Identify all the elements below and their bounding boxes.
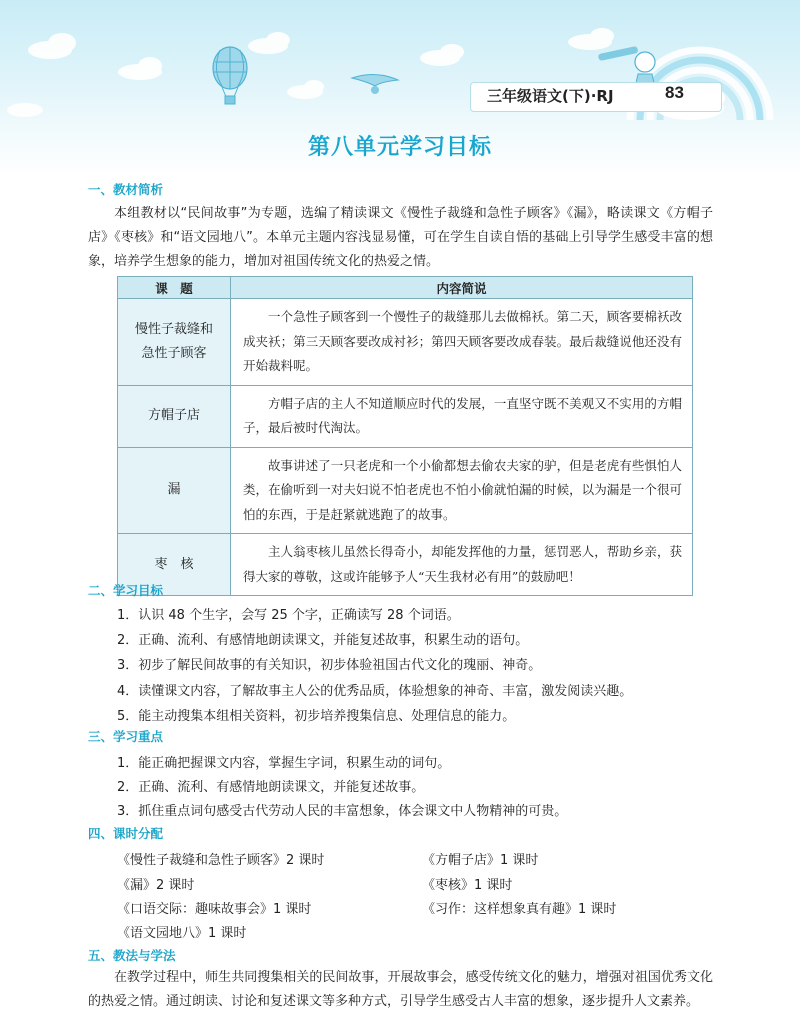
table-cell-summary: 一个急性子顾客到一个慢性子的裁缝那儿去做棉袄。第二天，顾客要棉袄改成夹袄；第三天顾客要改成衬衫；第四天顾客要改成春装。最后裁缝说他还没有开始裁料呢。 (231, 299, 693, 386)
list-item: 1．能正确把握课文内容，掌握生字词，积累生动的词句。 (117, 756, 451, 771)
section-heading-key-points: 三、学习重点 (88, 729, 164, 744)
list-item: 1．认识 48 个生字，会写 25 个字，正确读写 28 个词语。 (117, 608, 460, 623)
table-cell-topic (118, 299, 231, 386)
table-row (118, 385, 693, 447)
list-item: 3．初步了解民间故事的有关知识，初步体验祖国古代文化的瑰丽、神奇。 (117, 658, 542, 673)
table-header-topic: 课 题 (118, 277, 231, 299)
methods-paragraph: 在教学过程中，师生共同搜集相关的民间故事，开展故事会，感受传统文化的魅力，增强对祖国优秀文化的热爱之情。通过朗读、讨论和复述课文等多种方式，引导学生感受古人丰富的想象，逐步提升人文素养。 (88, 970, 713, 1009)
section-heading-methods: 五、教法与学法 (88, 948, 176, 963)
table-row (118, 299, 693, 386)
list-item: 2．正确、流利、有感情地朗读课文，并能复述故事。 (117, 780, 425, 795)
section-heading-textbook-analysis: 一、教材简析 (88, 182, 164, 197)
grade-label: 三年级语文(下)·RJ (487, 87, 614, 105)
section-heading-class-hours: 四、课时分配 (88, 826, 164, 841)
table-header-summary: 内容简说 (231, 277, 693, 299)
table-cell-topic: 漏 (118, 447, 231, 534)
class-hour-item: 《枣核》1 课时 (422, 878, 513, 893)
lesson-summary-table (117, 276, 693, 596)
section-heading-learning-goals: 二、学习目标 (88, 583, 164, 598)
class-hour-item: 《语文园地八》1 课时 (117, 926, 247, 941)
topic-line: 急性子顾客 (141, 345, 207, 361)
table-row (118, 447, 693, 534)
glider-icon (352, 74, 398, 94)
page-number: 83 (665, 83, 684, 102)
table-cell-topic: 枣 核 (118, 534, 231, 596)
list-item: 4．读懂课文内容，了解故事主人公的优秀品质，体验想象的神奇、丰富，激发阅读兴趣。 (117, 684, 633, 699)
class-hour-item: 《慢性子裁缝和急性子顾客》2 课时 (117, 853, 325, 868)
page-title: 第八单元学习目标 (307, 135, 492, 160)
list-item: 2．正确、流利、有感情地朗读课文，并能复述故事，积累生动的语句。 (117, 633, 529, 648)
class-hour-item: 《方帽子店》1 课时 (422, 853, 539, 868)
table-cell-summary: 故事讲述了一只老虎和一个小偷都想去偷农夫家的驴，但是老虎有些惧怕人类，在偷听到一对夫妇说不怕老虎也不怕小偷就怕漏的时候，以为漏是一个很可怕的东西，于是赶紧就逃跑了的故事。 (231, 447, 693, 534)
list-item: 3．抓住重点词句感受古代劳动人民的丰富想象，体会课文中人物精神的可贵。 (117, 804, 568, 819)
table-cell-summary: 主人翁枣核儿虽然长得奇小，却能发挥他的力量，惩罚恶人，帮助乡亲，获得大家的尊敬，这或许能够予人“天生我材必有用”的鼓励吧！ (231, 534, 693, 596)
topic-line: 慢性子裁缝和 (134, 321, 213, 337)
table-row (118, 534, 693, 596)
class-hour-item: 《漏》2 课时 (117, 878, 195, 893)
textbook-analysis-paragraph: 本组教材以“民间故事”为专题，选编了精读课文《慢性子裁缝和急性子顾客》《漏》，略读课文《方帽子店》《枣核》和“语文园地八”。本单元主题内容浅显易懂，可在学生自读自悟的基础上引导学生感受丰富的想象，培养学生想象的能力，增加对祖国传统文化的热爱之情。 (88, 206, 713, 269)
list-item: 5．能主动搜集本组相关资料，初步培养搜集信息、处理信息的能力。 (117, 709, 516, 724)
table-cell-topic: 方帽子店 (118, 385, 231, 447)
class-hour-item: 《习作：这样想象真有趣》1 课时 (422, 902, 617, 917)
table-header-row (118, 277, 693, 299)
hot-air-balloon-icon (213, 47, 247, 104)
table-cell-summary: 方帽子店的主人不知道顺应时代的发展，一直坚守既不美观又不实用的方帽子，最后被时代淘汰。 (231, 385, 693, 447)
class-hour-item: 《口语交际：趣味故事会》1 课时 (117, 902, 312, 917)
